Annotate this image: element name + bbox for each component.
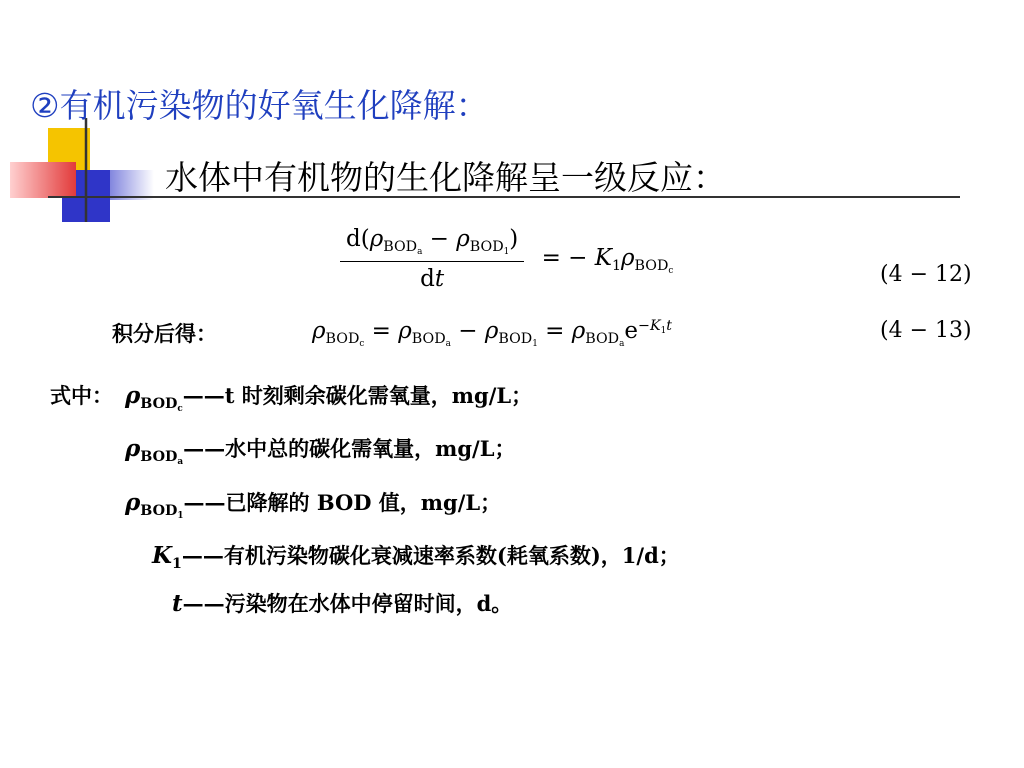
integration-label: 积分后得： [112, 322, 217, 346]
definition-rho-bodc [125, 380, 532, 414]
fraction [340, 226, 524, 292]
definition-k1 [152, 540, 680, 572]
definition-rho-bod1 [125, 487, 501, 521]
definition-t [172, 588, 512, 618]
where-label: 式中： [50, 384, 113, 408]
symbol-k1: $K_1$ [152, 542, 182, 572]
fraction-denominator: dt [420, 266, 445, 293]
section-heading: ②有机污染物的好氧生化降解： [30, 86, 489, 125]
equation-4-13: $\rho_{BOD_c} = \rho_{BOD_a} - \rho_{BOD_1} = \rho_{BOD_a}e^{-K_1t}$ [312, 318, 672, 350]
symbol-t: t [172, 590, 183, 617]
fraction-numerator: $d(\rho_{BOD_a} - \rho_{BOD_1})$ [340, 226, 524, 262]
definition-text: ——有机污染物碳化衰减速率系数(耗氧系数)，1/d； [181, 543, 680, 568]
definition-rho-boda [125, 433, 515, 467]
definition-text: ——已降解的 BOD 值，mg/L； [183, 490, 502, 515]
equation-number-4-12: (4 − 12) [880, 262, 972, 287]
definition-text: ——水中总的碳化需氧量，mg/L； [183, 436, 516, 461]
symbol-rho-bod1: $\rho_{BOD_1}$ [125, 489, 184, 522]
symbol-rho-boda: $\rho_{BOD_a}$ [125, 435, 184, 468]
definition-text: ——t 时刻剩余碳化需氧量，mg/L； [182, 383, 533, 408]
sub-heading: 水体中有机物的生化降解呈一级反应： [165, 158, 726, 197]
equation-4-12 [340, 226, 673, 292]
equation-rhs: = − $K_1\rho_{BOD_c}$ [541, 245, 674, 277]
equation-number-4-13: (4 − 13) [880, 318, 972, 343]
definition-text: ——污染物在水体中停留时间，d。 [182, 591, 513, 616]
symbol-rho-bodc: $\rho_{BOD_c}$ [125, 382, 183, 415]
